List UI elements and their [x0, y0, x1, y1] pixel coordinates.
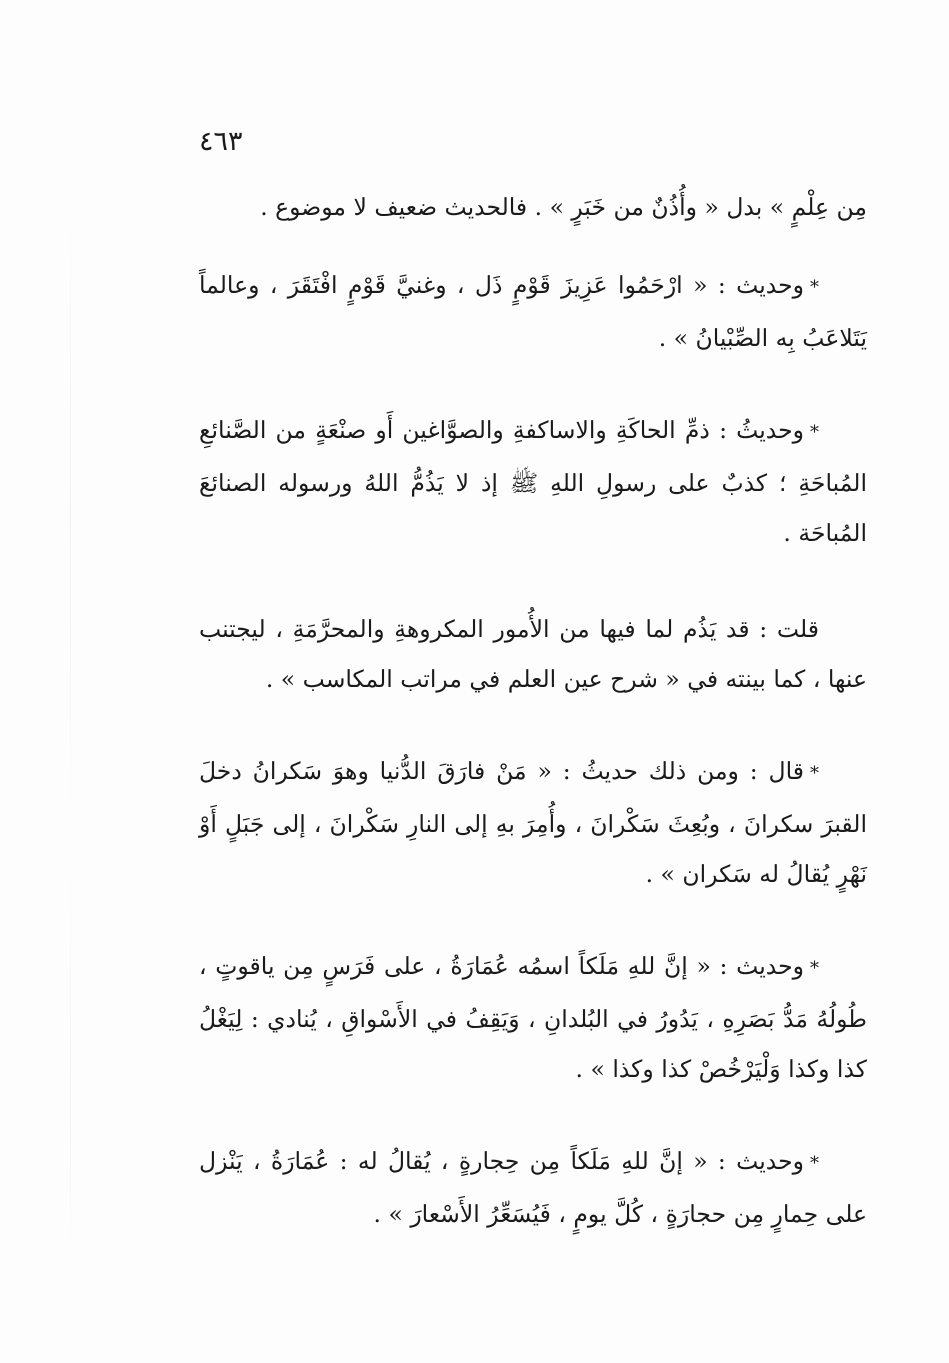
paragraph: [199, 746, 867, 899]
paragraph: [199, 260, 867, 363]
paragraph-text: قلت : قد يَذُم لما فيها من الأُمور المكروهةِ والمحرَّمَةِ ، ليجتنب عنها ، كما بينته في « شرح عين العلم في مراتب المكاسب » .: [199, 615, 867, 693]
scan-margin-shadow: [70, 190, 71, 1270]
paragraph: [199, 604, 867, 704]
paragraph-text: مِن عِلْمٍ » بدل « وأُذُنٌ من خَبَرٍ » . فالحديث ضعيف لا موضوع .: [260, 193, 867, 221]
paragraph-text: وحديث : « إنَّ للهِ مَلَكاً اسمُه عُمَارَةُ ، على فَرَسٍ مِن ياقوتٍ ، طُولُهُ مَدُّ بَصَرِهِ ، يَدُورُ في البُلدانِ ، وَيَقِفُ في الأَسْواقِ ، يُنادي : لِيَغْلُ كذا وكذا وَلْيَرْخُصْ كذا وكذا » .: [199, 952, 867, 1083]
star-bullet: *: [810, 763, 819, 784]
star-bullet: *: [810, 277, 819, 298]
paragraph-text: وحديث : « إنَّ للهِ مَلَكاً مِن حِجارةٍ ، يُقالُ له : عُمَارَةُ ، يَنْزل على حِمارٍ مِن حجارَةٍ ، كُلَّ يومٍ ، فَيُسَعِّرُ الأَسْعارَ » .: [199, 1147, 867, 1228]
paragraph: [199, 182, 867, 232]
paragraph-text: وحديث : « ارْحَمُوا عَزِيزَ قَوْمٍ ذَل ، وغنيَّ قَوْمٍ افْتَقَرَ ، وعالماً يَتَلاعَبُ بِه الصِّبْيانُ » .: [199, 271, 867, 352]
paragraph-text: وحديثُ : ذمِّ الحاكَةِ والاساكفةِ والصوَّاغين أَو صنْعَةٍ من الصَّنائعِ المُباحَةِ ؛ كذبٌ على رسولِ اللهِ ﷺ إذ لا يَذُمُّ اللهُ ورسوله الصنائعَ المُباحَة .: [199, 416, 867, 547]
page-number: ٤٦٣: [199, 126, 243, 157]
paragraph: [199, 405, 867, 558]
page-content: [199, 182, 867, 1239]
star-bullet: *: [810, 422, 819, 443]
paragraph: [199, 1136, 867, 1239]
paragraph: [199, 941, 867, 1094]
star-bullet: *: [810, 958, 819, 979]
star-bullet: *: [810, 1153, 819, 1174]
paragraph-text: قال : ومن ذلك حديثُ : « مَنْ فارَقَ الدُّنيا وهوَ سَكرانُ دخلَ القبرَ سكرانَ ، وبُعِثَ سَكْرانَ ، وأُمِرَ بهِ إلى النارِ سَكْرانَ ، إلى جَبَلٍ أَوْ نَهْرٍ يُقالُ له سَكران » .: [199, 757, 867, 888]
